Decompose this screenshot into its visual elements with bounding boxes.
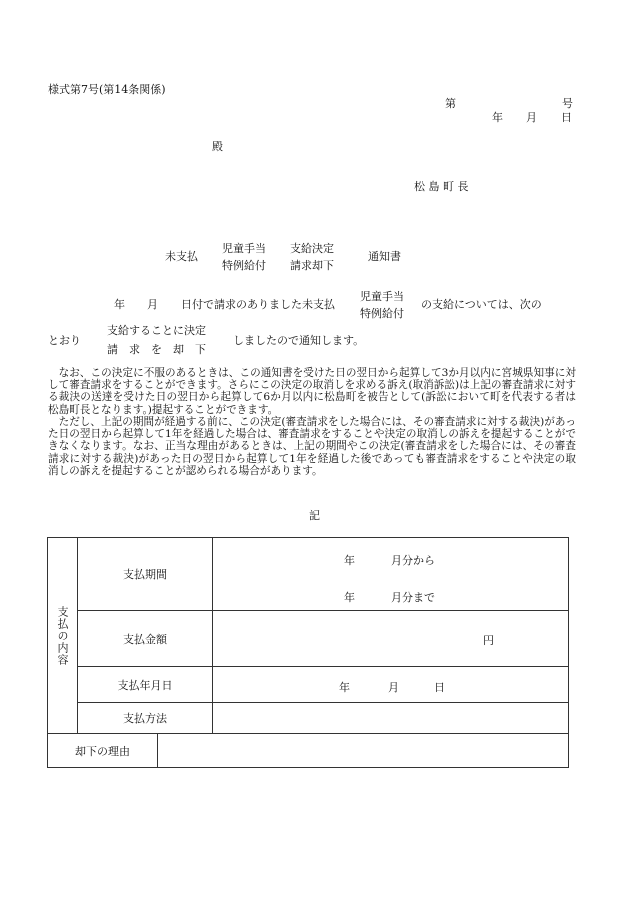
title-option-allowance-1: 児童手当 [222, 242, 266, 255]
row-payment-date [48, 667, 569, 703]
body-option-decision [107, 325, 215, 355]
ki-heading: 記 [309, 509, 320, 522]
body-line2-tail: しましたので通知します。 [233, 334, 365, 347]
row-rejection-reason [48, 734, 569, 768]
body-option-allowance [356, 291, 408, 319]
issue-date-year: 年 [492, 111, 503, 124]
payment-date-month: 月 [388, 681, 399, 694]
payment-method-cell[interactable] [213, 703, 569, 734]
body-option-allowance-2: 特例給付 [360, 307, 404, 320]
payment-amount-label: 支払金額 [78, 611, 213, 667]
payment-table [47, 537, 569, 768]
doc-number-suffix: 号 [562, 97, 573, 110]
body-line1-tail: の支給については、次の [421, 298, 542, 311]
payment-period-label: 支払期間 [78, 538, 213, 611]
title-option-decision-2: 請求却下 [290, 259, 334, 272]
payment-amount-cell[interactable] [213, 611, 569, 667]
body-option-decision-2: 請 求 を 却 下 [107, 343, 206, 356]
issue-date-day: 日 [561, 111, 572, 124]
payment-amount-unit: 円 [483, 634, 494, 647]
notice-paragraph-2: ただし、上記の期間が経過する前に、この決定(審査請求をした場合には、その審査請求に対する裁決)があった日の翌日から起算して1年を経過した場合は、審査請求をすることや決定の取消しの訴えを提起することができなくなります。なお、正当な理由があるときは、上記の期間やこの決定(審査請求をした場合には、その審査請求に対する裁決)があった日の翌日から起算して1年を経過した後であっても審査請求をすることや決定の取消しの訴えを提起することが認められる場合があります。 [48, 416, 576, 477]
period-to-month: 月分まで [391, 591, 435, 604]
payment-period-cell[interactable] [213, 538, 569, 611]
payment-date-cell[interactable] [213, 667, 569, 703]
row-payment-period [48, 538, 569, 611]
form-number: 様式第7号(第14条関係) [48, 83, 166, 96]
row-payment-method [48, 703, 569, 734]
issue-date-month: 月 [526, 111, 537, 124]
body-line2-head: とおり [48, 334, 81, 347]
payment-date-day: 日 [434, 681, 445, 694]
payment-content-label: 支払の内容 [56, 605, 69, 666]
row-payment-amount [48, 611, 569, 667]
doc-number-prefix: 第 [445, 97, 456, 110]
title-option-allowance [220, 243, 268, 271]
title-part-notice: 通知書 [368, 250, 401, 263]
body-option-decision-1: 支給することに決定 [107, 324, 206, 337]
request-date-month: 月 [147, 298, 158, 311]
rejection-reason-cell[interactable] [158, 734, 569, 768]
addressee-honorific: 殿 [212, 140, 223, 153]
title-option-decision [287, 243, 337, 271]
payment-method-label: 支払方法 [78, 703, 213, 734]
rejection-reason-label: 却下の理由 [48, 734, 158, 768]
notice-paragraph-1: なお、この決定に不服のあるときは、この通知書を受けた日の翌日から起算して3か月以内に宮城県知事に対して審査請求をすることができます。さらにこの決定の取消しを求める訴え(取消訴訟)は上記の審査請求に対する裁決の送達を受けた日の翌日から起算して6か月以内に松島町を被告として(訴訟において町を代表する者は松島町長となります。)提起することができます。 [48, 367, 576, 416]
body-line1-text: 日付で請求のありました未支払 [181, 298, 335, 311]
payment-date-year: 年 [339, 681, 350, 694]
payment-date-label: 支払年月日 [78, 667, 213, 703]
title-option-decision-1: 支給決定 [290, 242, 334, 255]
title-option-allowance-2: 特例給付 [222, 259, 266, 272]
body-option-allowance-1: 児童手当 [360, 290, 404, 303]
period-from-month: 月分から [391, 554, 435, 567]
payment-content-label-cell [48, 538, 78, 734]
period-to-year: 年 [344, 591, 355, 604]
period-from-year: 年 [344, 554, 355, 567]
sender-name: 松 島 町 長 [414, 180, 469, 193]
request-date-year: 年 [114, 298, 125, 311]
title-part-unpaid: 未支払 [165, 250, 198, 263]
